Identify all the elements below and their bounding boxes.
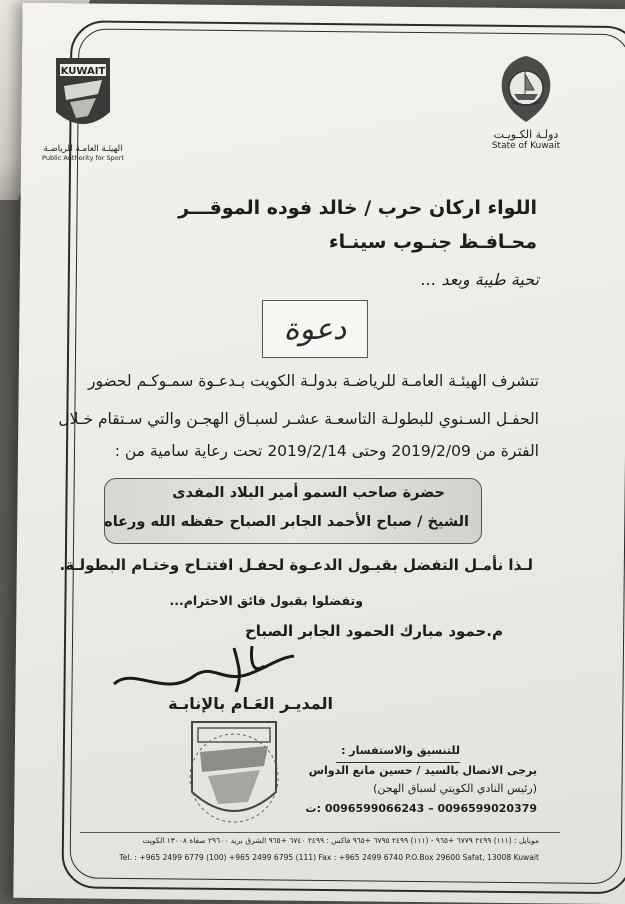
body-line-2: الحفـل السـنوي للبطولـة التاسعـة عشـر لسبـاق الهجـن والتي سـتقام خـلال (58, 410, 539, 428)
recipient-line-1: اللواء اركان حرب / خالد فوده الموقـــر (178, 197, 537, 219)
public-authority-sport-logo (38, 56, 128, 162)
recipient-line-2: محـافـظ جنـوب سينـاء (328, 231, 537, 253)
closing-line-2: وتفضلوا بقبول فائق الاحترام... (169, 593, 363, 608)
authority-name-ar: الهيئـة العامـة للرياضـة (43, 144, 123, 154)
patron-line-1: حضرة صاحب السمو أمير البلاد المفدى (172, 485, 445, 501)
contact-heading: للتنسيق والاستفسار : (341, 744, 460, 757)
footer-en: Tel. : +965 2499 6779 (100) +965 2499 6795 (111) Fax : +965 2499 6740 P.O.Box 29600 Safat, 13008 Kuwait (119, 853, 539, 862)
invitation-title-box (262, 300, 368, 358)
body-line-1: تتشرف الهيئـة العامـة للرياضـة بدولـة الكويت بـدعـوة سمـوكـم لحضور (87, 372, 539, 390)
state-of-kuwait-emblem (480, 52, 572, 151)
sport-authority-logo-icon (52, 56, 114, 138)
official-stamp (186, 718, 282, 828)
footer-ar: موبايل : (١١١) ٢٤٩٩ ٦٧٧٩ +٩٦٥ - (١١١) ٢٤٩٩ ٦٧٩٥ +٩٦٥ فاكس : ٢٤٩٩ ٦٧٤٠ +٩٦٥ الشرق بريد ٢٩٦٠٠ صفاة ١٣٠٠٨ الكويت (142, 836, 539, 845)
contact-line-1: يرجى الاتصال بالسيد / حسين مانع الدواس (308, 764, 537, 777)
signatory-title: المديـر العَـام بالإنابـة (168, 694, 333, 713)
signatory-name: م.حمود مبارك الحمود الجابر الصباح (244, 622, 503, 640)
contact-underline (336, 762, 460, 763)
contact-phones: 0096599020379 – 0096599066243 :ت (305, 802, 537, 815)
state-name-ar: دولـة الكـويـت (493, 128, 559, 141)
closing-line-1: لـذا نأمـل التفضل بقبـول الدعـوة لحفـل افتتـاح وختـام البطولـة. (59, 556, 533, 574)
kuwait-falcon-emblem-icon (494, 52, 558, 126)
state-name-en: State of Kuwait (491, 141, 561, 151)
footer-divider (80, 832, 560, 833)
authority-name-en: Public Authority for Sport (42, 154, 124, 162)
invitation-title: دعوة (283, 311, 347, 347)
contact-line-2: (رئيس النادي الكويتي لسباق الهجن) (373, 782, 537, 795)
logo-text: KUWAIT (60, 66, 106, 77)
patron-line-2: الشيخ / صباح الأحمد الجابر الصباح حفظه الله ورعاه (104, 514, 469, 530)
greeting: تحية طيبة وبعد ... (421, 270, 539, 289)
body-line-3: الفترة من 2019/2/09 وحتى 2019/2/14 تحت رعاية سامية من : (114, 442, 539, 460)
